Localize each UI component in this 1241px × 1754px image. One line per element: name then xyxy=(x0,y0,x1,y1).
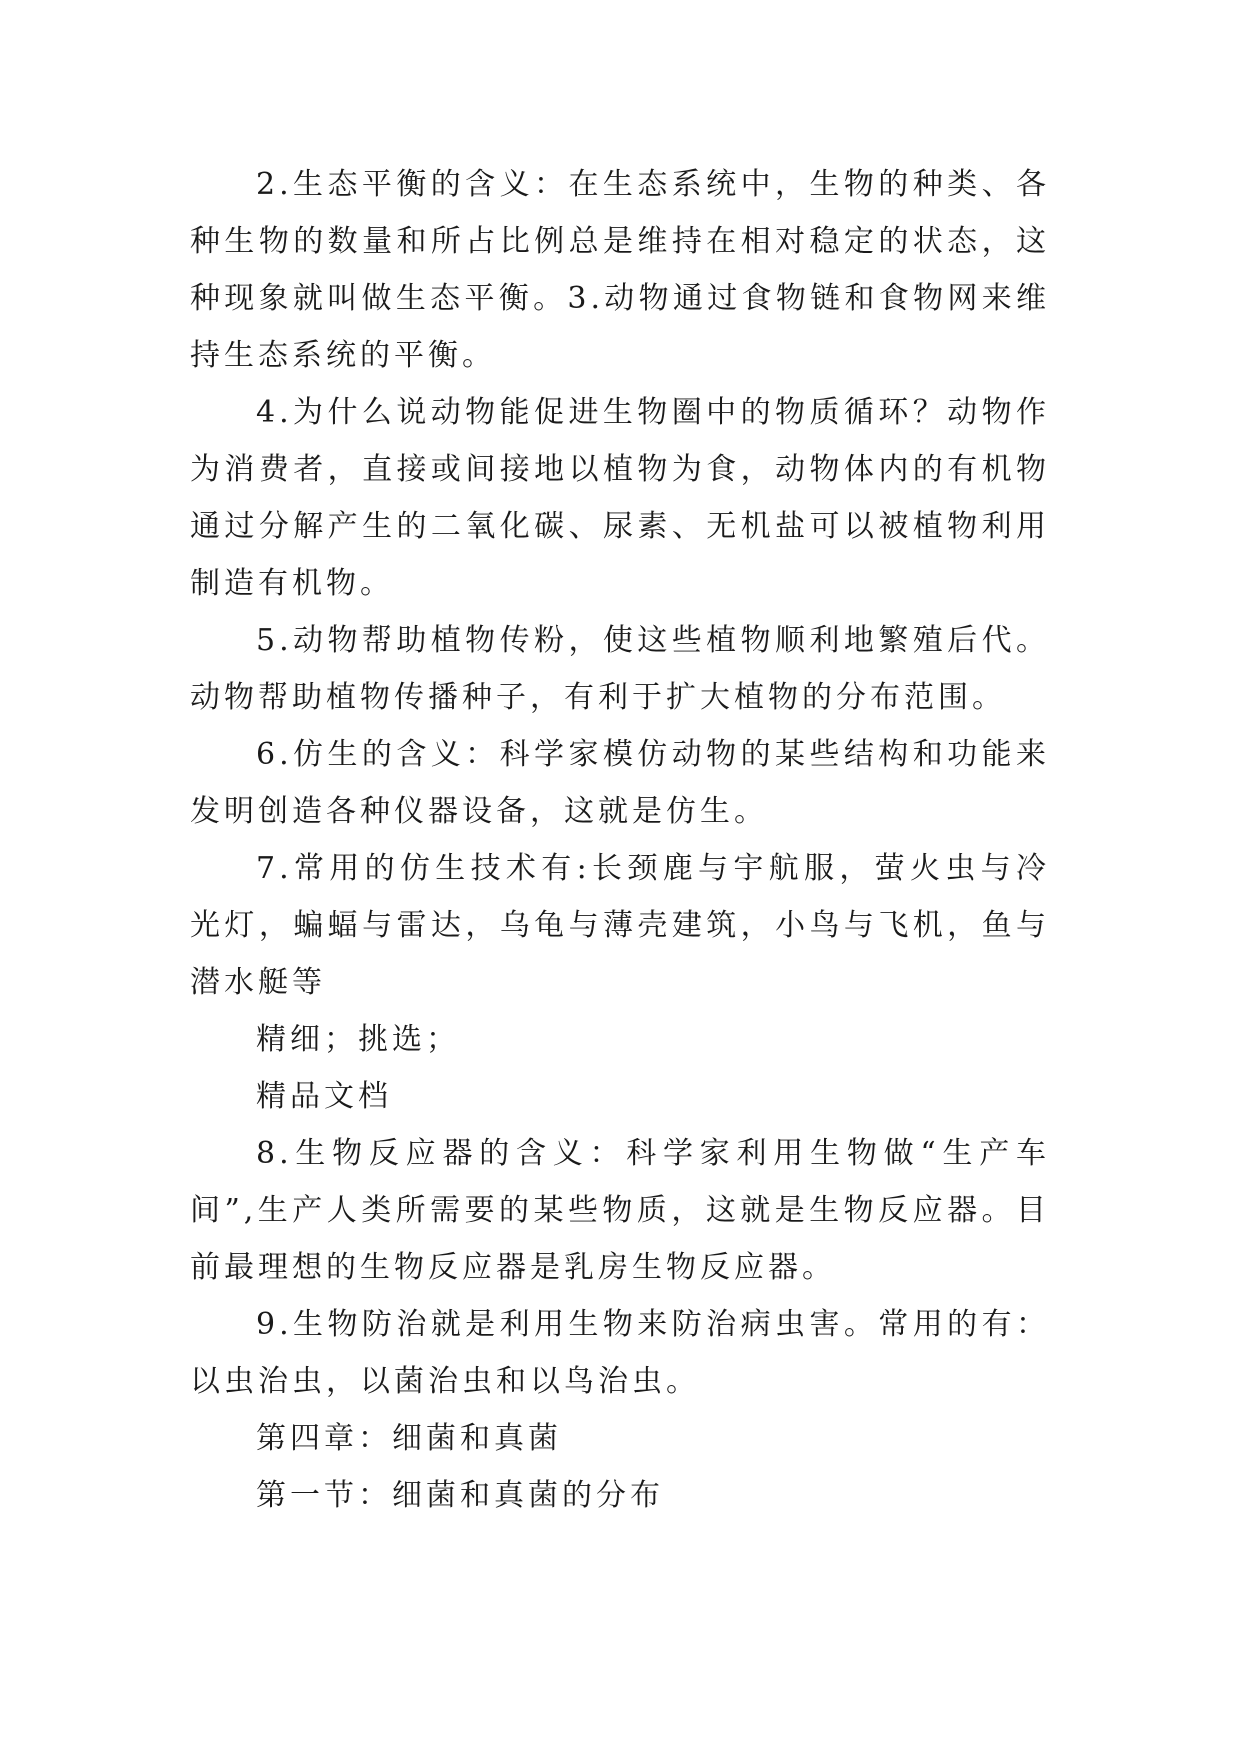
paragraph-biological-control: 9.生物防治就是利用生物来防治病虫害。常用的有：以虫治虫，以菌治虫和以鸟治虫。 xyxy=(190,1307,1050,1399)
paragraph-note-premium-document: 精品文档 xyxy=(256,1079,392,1114)
paragraph-bionics-examples: 7.常用的仿生技术有:长颈鹿与宇航服，萤火虫与冷光灯，蝙蝠与雷达，乌龟与薄壳建筑，小鸟与飞机，鱼与潜水艇等 xyxy=(190,851,1050,1000)
chapter-heading: 第四章：细菌和真菌 xyxy=(256,1421,562,1456)
section-heading: 第一节：细菌和真菌的分布 xyxy=(256,1478,664,1513)
paragraph-ecological-balance: 2.生态平衡的含义：在生态系统中，生物的种类、各种生物的数量和所占比例总是维持在相对稳定的状态，这种现象就叫做生态平衡。3.动物通过食物链和食物网来维持生态系统的平衡。 xyxy=(190,167,1050,373)
paragraph-note-fine-selection: 精细；挑选； xyxy=(256,1022,460,1057)
paragraph-bioreactor: 8.生物反应器的含义：科学家利用生物做“生产车间”,生产人类所需要的某些物质，这就是生物反应器。目前最理想的生物反应器是乳房生物反应器。 xyxy=(190,1136,1050,1285)
paragraph-material-cycle: 4.为什么说动物能促进生物圈中的物质循环？动物作为消费者，直接或间接地以植物为食，动物体内的有机物通过分解产生的二氧化碳、尿素、无机盐可以被植物利用制造有机物。 xyxy=(190,395,1050,601)
paragraph-bionics-definition: 6.仿生的含义：科学家模仿动物的某些结构和功能来发明创造各种仪器设备，这就是仿生。 xyxy=(190,737,1050,829)
paragraph-pollination: 5.动物帮助植物传粉，使这些植物顺利地繁殖后代。动物帮助植物传播种子，有利于扩大植物的分布范围。 xyxy=(190,623,1050,715)
document-body xyxy=(190,156,1050,1524)
